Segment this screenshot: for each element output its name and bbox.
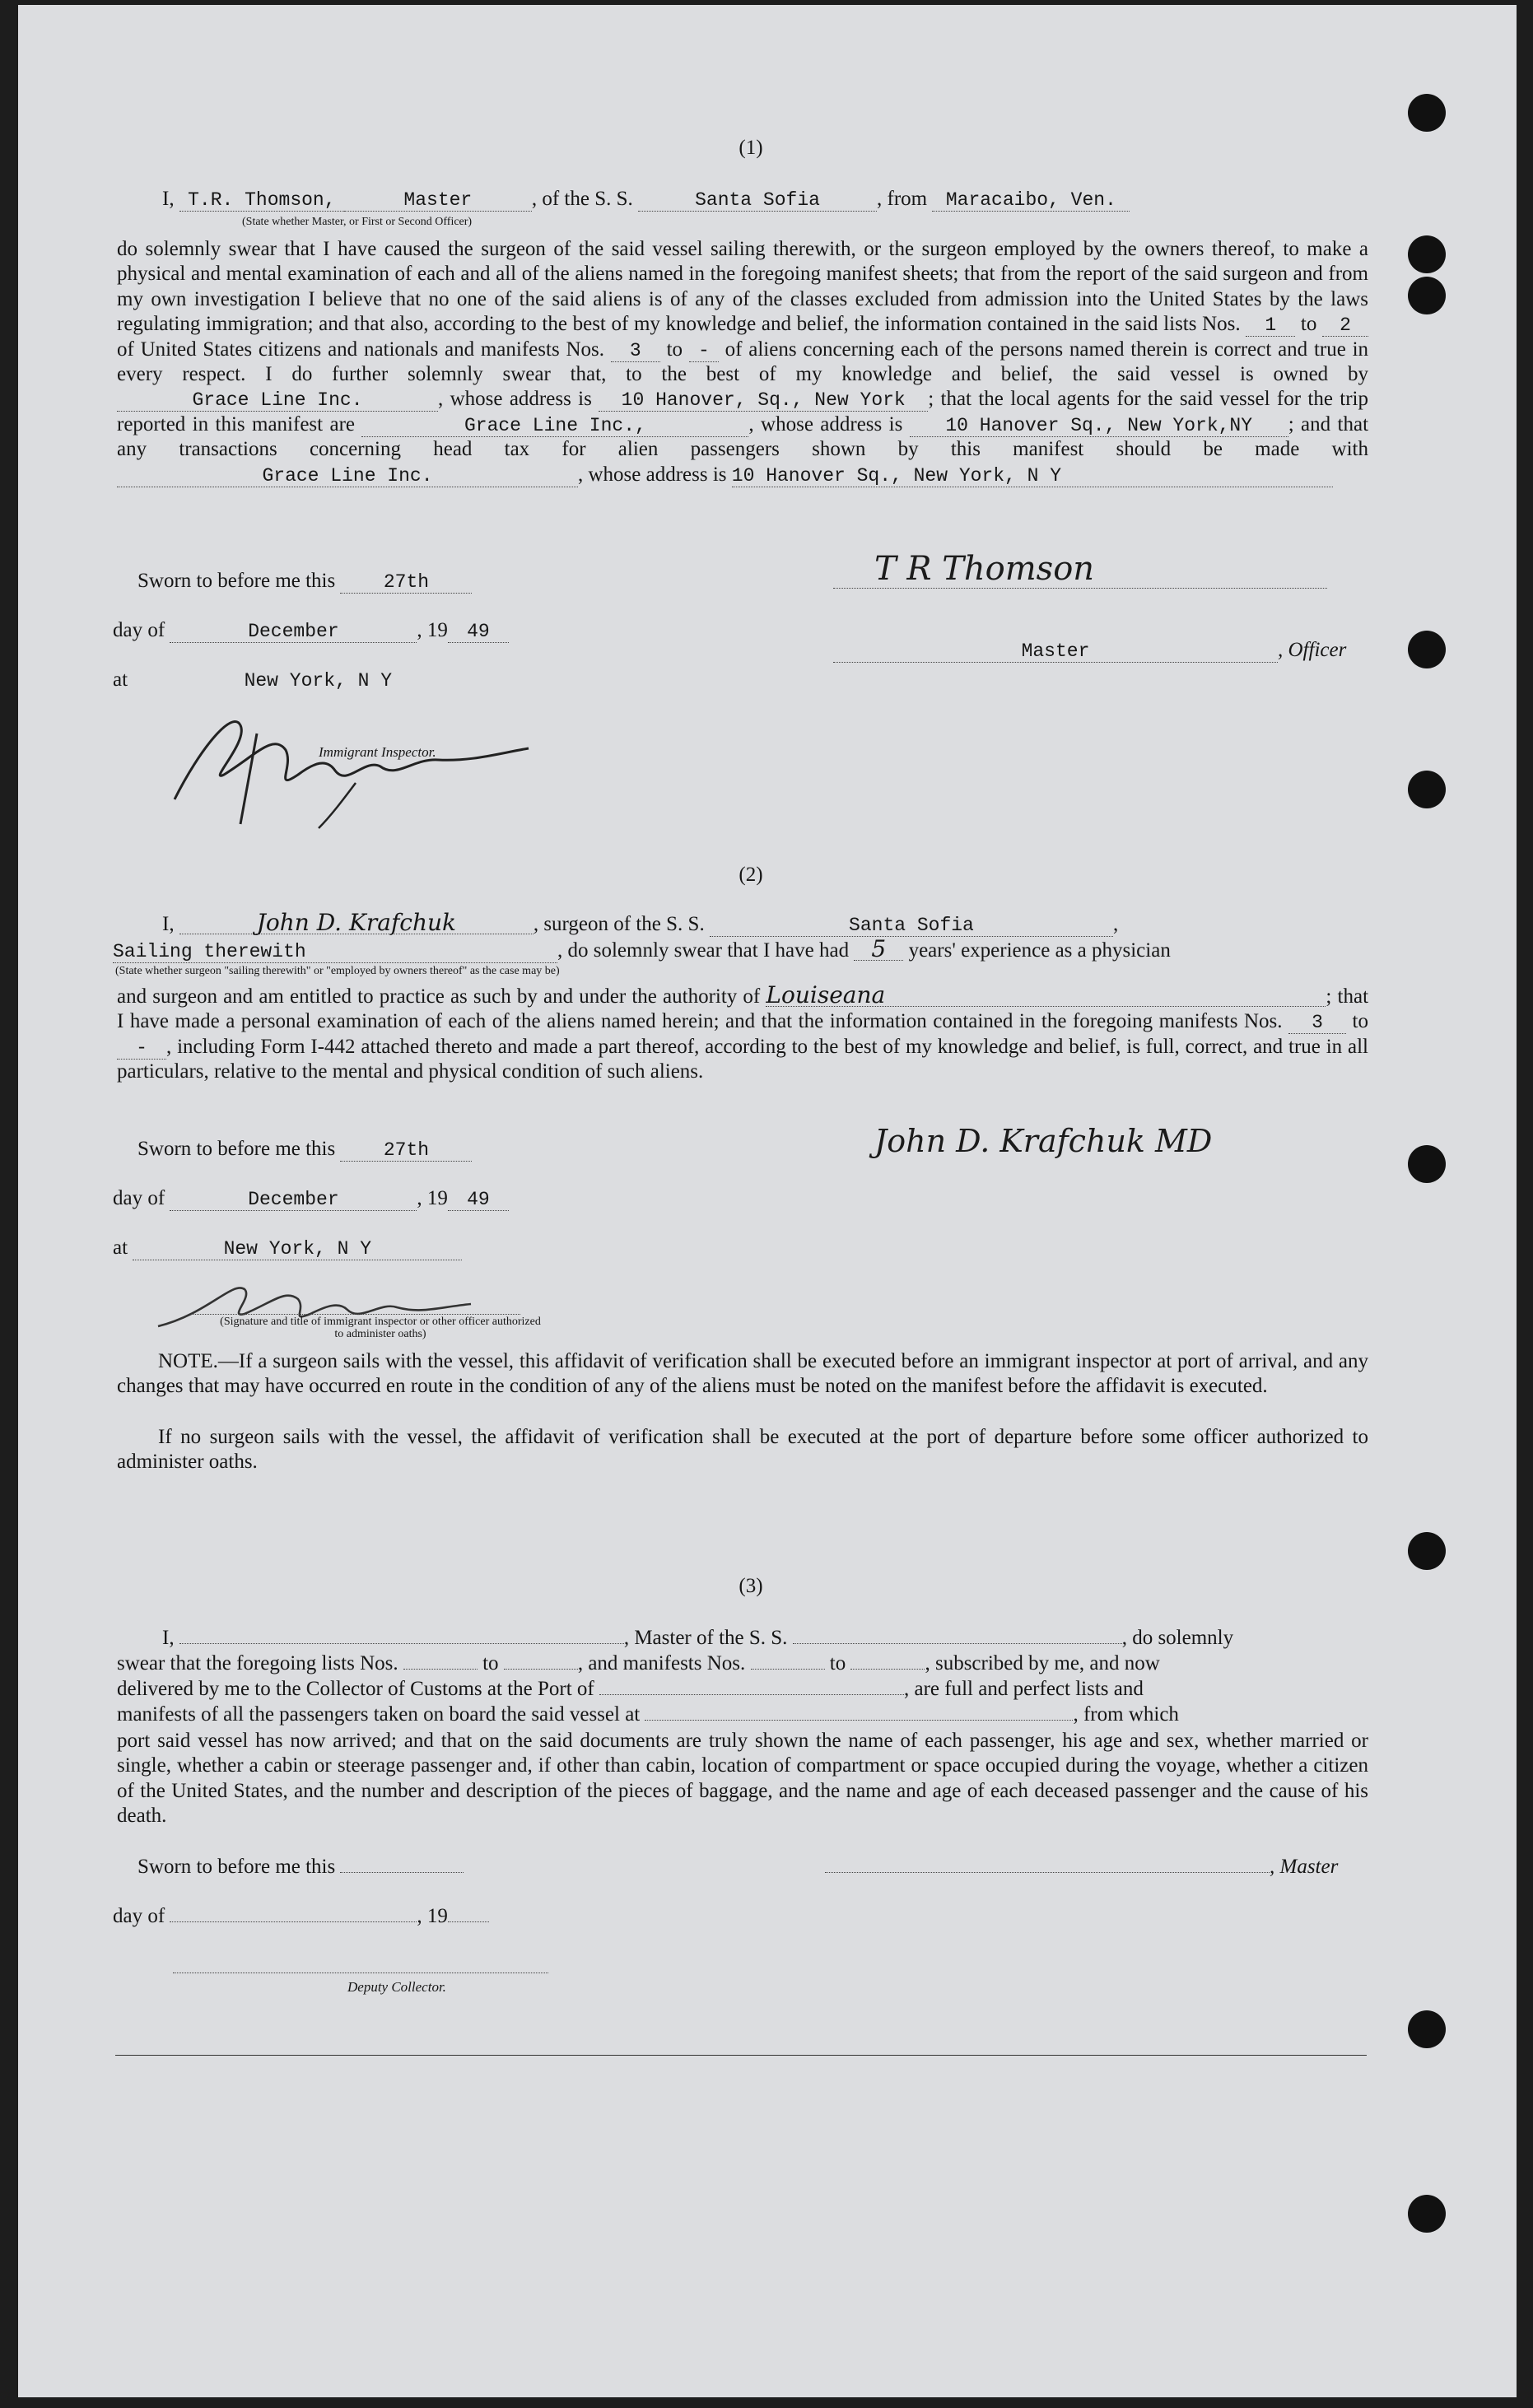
officer-signature-label: (Signature and title of immigrant inspector or other officer authorized to administer oaths) bbox=[220, 1316, 541, 1340]
vessel-name-field: Santa Sofia bbox=[638, 189, 877, 212]
label-from: , from bbox=[877, 188, 928, 210]
label-sworn: Sworn to before me this bbox=[137, 1856, 336, 1878]
bottom-rule bbox=[115, 2055, 1367, 2056]
section1-body bbox=[117, 237, 1368, 487]
sworn-line bbox=[137, 570, 472, 594]
section1-text-e: ; and that any transactions concerning head tax for alien passengers shown by this manifest should be made with bbox=[117, 412, 1369, 461]
section1-text-c: of aliens concerning each of the persons named therein is correct and true in every respect. I do further solemnly swear that, to the best of my knowledge and belief, the said vessel is owned by bbox=[117, 338, 1369, 386]
section-number: (1) bbox=[739, 137, 763, 159]
label-officer: , Officer bbox=[1278, 639, 1347, 661]
lists-to-field bbox=[504, 1669, 578, 1670]
manifests-from-field: 3 bbox=[611, 340, 660, 362]
label-experience: years' experience as a physician bbox=[908, 939, 1171, 962]
lists-to-field: 2 bbox=[1322, 314, 1368, 337]
label-to: to bbox=[829, 1652, 846, 1674]
collector-label: Deputy Collector. bbox=[347, 1979, 446, 1995]
label-at: at bbox=[113, 668, 128, 691]
day-of-line bbox=[113, 1187, 509, 1211]
surgeon-signature: John D. Krafchuk MD bbox=[874, 1123, 1213, 1159]
surgeon-line bbox=[162, 909, 1119, 937]
label-solemnly: , do solemnly bbox=[1121, 1627, 1234, 1649]
inspector-label: Immigrant Inspector. bbox=[319, 744, 436, 760]
officer-signature-rule bbox=[191, 1314, 520, 1315]
officer-title-field: Master bbox=[833, 640, 1278, 663]
label-taken-on-board: manifests of all the passengers taken on board the said vessel at bbox=[117, 1703, 641, 1726]
punch-hole bbox=[1408, 1532, 1446, 1570]
punch-hole bbox=[1408, 277, 1446, 314]
label-sworn: Sworn to before me this bbox=[137, 570, 336, 592]
label-whose-address: , whose address is bbox=[578, 463, 727, 486]
headtax-address-field: 10 Hanover Sq., New York, N Y bbox=[732, 465, 1333, 487]
status-line bbox=[113, 935, 1171, 963]
section1-text-a: do solemnly swear that I have caused the surgeon of the said vessel sailing therewith, or the surgeon employed by the owners thereof, to make a physical and mental examination of each and all of the aliens named in the foregoing manifest sheets; that from the report of the said surgeon and from my own investigation I believe that no one of the said aliens is of any of the classes excluded from admission into the United States by the laws regulating immigration; and that also, according to the best of my knowledge and belief, the information contained in the said lists Nos. bbox=[117, 238, 1368, 336]
section1-text-d: that the local agents for the said vessel for the trip reported in this manifest are bbox=[117, 388, 1369, 435]
port-field bbox=[599, 1694, 904, 1695]
label-from-which: , from which bbox=[1073, 1703, 1179, 1726]
section1-text-b: of United States citizens and nationals and manifests Nos. bbox=[117, 338, 604, 361]
section2-text-b: , including Form I-442 attached thereto and made a part thereof, according to the best of my knowledge and belief, is full, correct, and true in all particulars, relative to the mental and physical condition of such aliens. bbox=[117, 1035, 1368, 1083]
label-i: I, bbox=[162, 188, 175, 210]
sworn-place-field: New York, N Y bbox=[133, 1238, 462, 1260]
sworn-place-field: New York, N Y bbox=[244, 670, 393, 692]
punch-hole bbox=[1408, 1145, 1446, 1183]
punch-hole bbox=[1408, 235, 1446, 273]
label-whose-address: whose address is bbox=[761, 412, 903, 435]
punct: , bbox=[1112, 913, 1119, 935]
label-day-of: day of bbox=[113, 1905, 165, 1927]
status-note: (State whether surgeon "sailing therewith" or "employed by owners thereof" as the case may be) bbox=[115, 965, 560, 977]
note-paragraph bbox=[117, 1349, 1368, 1400]
label-i: I, bbox=[162, 1627, 175, 1649]
sworn-month-field bbox=[170, 1921, 417, 1922]
signature-rule bbox=[833, 588, 1327, 589]
master-name-field: T.R. Thomson, bbox=[179, 189, 344, 212]
section3-text: port said vessel has now arrived; and that on the said documents are truly shown the name of each passenger, his age and sex, whether married or single, whether a cabin or steerage passenger and, if other than cabin, location of compartment or space occupied during the voyage, whether a citizen of the United States, and the number and description of the pieces of baggage, and the name and age of each deceased passenger and the cause of his death. bbox=[117, 1730, 1368, 1828]
label-to: to bbox=[666, 338, 683, 361]
sworn-month-field: December bbox=[170, 621, 417, 643]
label-year-prefix: , 19 bbox=[417, 1187, 448, 1209]
label-swear: , do solemnly swear that I have had bbox=[557, 939, 850, 962]
boarding-port-field bbox=[645, 1720, 1073, 1721]
label-year-prefix: , 19 bbox=[417, 619, 448, 641]
departure-port-field: Maracaibo, Ven. bbox=[932, 189, 1130, 212]
section-number: (2) bbox=[739, 864, 763, 886]
vessel-name-field: Santa Sofia bbox=[710, 915, 1113, 937]
label-i: I, bbox=[162, 913, 175, 935]
section2-body bbox=[117, 981, 1369, 1085]
label-lists: swear that the foregoing lists Nos. bbox=[117, 1652, 398, 1674]
document-page bbox=[18, 5, 1517, 2397]
day-of-line bbox=[113, 1905, 489, 1928]
sworn-day-field bbox=[340, 1872, 464, 1873]
surgeon-name-field: John D. Krafchuk bbox=[179, 912, 534, 934]
label-master-of: , Master of the S. S. bbox=[623, 1627, 788, 1649]
manifests-from-field: 3 bbox=[1288, 1012, 1346, 1034]
officer-line bbox=[833, 639, 1346, 663]
manifests-to-field bbox=[850, 1669, 925, 1670]
label-sworn: Sworn to before me this bbox=[137, 1138, 336, 1160]
day-of-line bbox=[113, 619, 509, 643]
punch-hole bbox=[1408, 94, 1446, 132]
sworn-line bbox=[137, 1856, 464, 1879]
master-signature-field bbox=[825, 1872, 1270, 1873]
sworn-year-field: 49 bbox=[448, 1189, 509, 1211]
punct: , bbox=[748, 412, 754, 435]
section3-body bbox=[117, 1729, 1368, 1829]
master-line bbox=[162, 188, 1130, 212]
label-master: , Master bbox=[1270, 1856, 1339, 1878]
label-surgeon-of: , surgeon of the S. S. bbox=[533, 913, 705, 935]
punch-hole bbox=[1408, 771, 1446, 808]
label-manifests: , and manifests Nos. bbox=[577, 1652, 746, 1674]
owner-field: Grace Line Inc. bbox=[117, 389, 438, 412]
punch-hole bbox=[1408, 2010, 1446, 2048]
sworn-year-field bbox=[448, 1921, 489, 1922]
agents-field: Grace Line Inc., bbox=[361, 415, 748, 437]
label-at: at bbox=[113, 1237, 128, 1259]
label-to: to bbox=[1352, 1010, 1368, 1033]
rank-note: (State whether Master, or First or Second Officer) bbox=[242, 216, 473, 228]
owner-address-field: 10 Hanover, Sq., New York bbox=[599, 389, 928, 412]
sworn-month-field: December bbox=[170, 1189, 417, 1211]
note-text: —If a surgeon sails with the vessel, this affidavit of verification shall be executed before an immigrant inspector at port of arrival, and any changes that may have occurred en route in the condition of any of the aliens must be noted on the manifest before the affidavit is executed. bbox=[117, 1350, 1368, 1398]
label-of-ss: , of the S. S. bbox=[531, 188, 633, 210]
label-full-lists: , are full and perfect lists and bbox=[904, 1678, 1144, 1700]
note-text-2: If no surgeon sails with the vessel, the affidavit of verification shall be executed at the port of departure before some officer authorized to administer oaths. bbox=[117, 1426, 1368, 1474]
agents-address-field: 10 Hanover Sq., New York,NY bbox=[910, 415, 1288, 437]
section2-authority: and surgeon and am entitled to practice as such by and under the authority of bbox=[117, 985, 761, 1008]
section3-line3 bbox=[117, 1678, 1144, 1701]
note-label: NOTE. bbox=[158, 1350, 218, 1372]
punch-hole bbox=[1408, 631, 1446, 668]
master-name-field bbox=[179, 1643, 624, 1644]
surgeon-status-field: Sailing therewith bbox=[113, 941, 557, 963]
label-subscribed: , subscribed by me, and now bbox=[925, 1652, 1160, 1674]
sworn-year-field: 49 bbox=[448, 621, 509, 643]
master-rank-field: Master bbox=[344, 189, 532, 212]
master-signature-line bbox=[825, 1856, 1338, 1879]
label-day-of: day of bbox=[113, 619, 165, 641]
label-to: to bbox=[482, 1652, 499, 1674]
sworn-day-field: 27th bbox=[340, 1139, 472, 1162]
label-to: to bbox=[1300, 313, 1317, 336]
lists-from-field: 1 bbox=[1246, 314, 1295, 337]
sworn-line bbox=[137, 1138, 472, 1162]
section3-line2 bbox=[117, 1652, 1160, 1675]
headtax-field: Grace Line Inc. bbox=[117, 465, 578, 487]
manifests-to-field: - bbox=[689, 340, 719, 362]
note-paragraph-2 bbox=[117, 1425, 1368, 1475]
label-delivered: delivered by me to the Collector of Customs at the Port of bbox=[117, 1678, 594, 1700]
manifests-from-field bbox=[751, 1669, 825, 1670]
punct: ; bbox=[928, 388, 934, 411]
manifests-to-field: - bbox=[117, 1037, 166, 1060]
section-number: (3) bbox=[739, 1575, 763, 1597]
state-field: Louiseana bbox=[766, 985, 1326, 1007]
label-day-of: day of bbox=[113, 1187, 165, 1209]
section2-text-a: that I have made a personal examination of each of the aliens named herein; and that the information contained in the foregoing manifests Nos. bbox=[117, 985, 1369, 1033]
lists-from-field bbox=[403, 1669, 478, 1670]
label-year-prefix: , 19 bbox=[417, 1905, 448, 1927]
punch-hole bbox=[1408, 2195, 1446, 2233]
punct: ; bbox=[1326, 985, 1332, 1008]
sworn-day-field: 27th bbox=[340, 571, 472, 594]
label-whose-address: , whose address is bbox=[438, 388, 592, 411]
section3-line1 bbox=[162, 1627, 1233, 1650]
section3-line4 bbox=[117, 1703, 1179, 1726]
vessel-name-field bbox=[793, 1643, 1122, 1644]
years-field: 5 bbox=[854, 939, 903, 961]
master-signature: T R Thomson bbox=[874, 550, 1095, 588]
